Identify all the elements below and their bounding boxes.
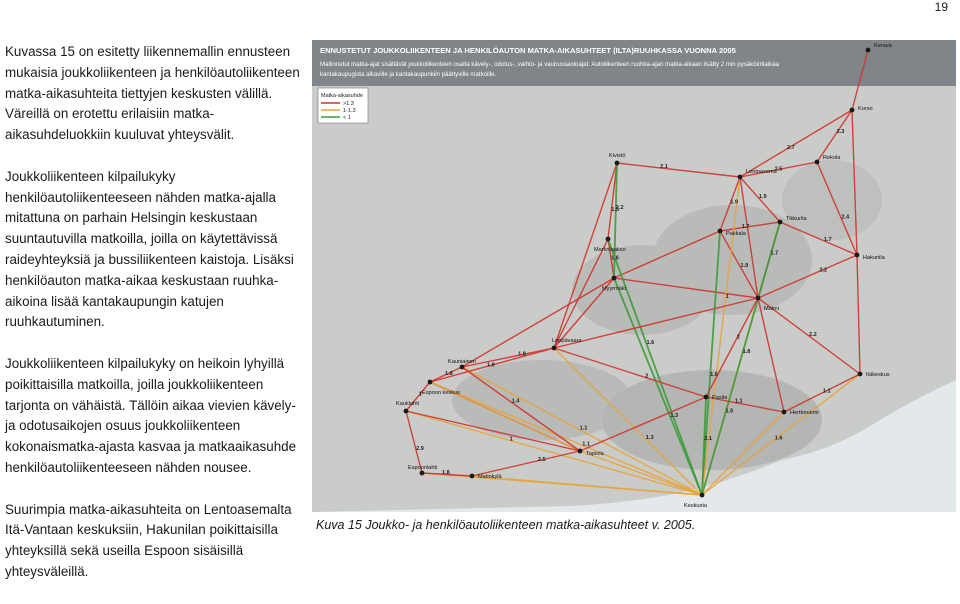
ratio-label: 1.5 — [725, 408, 734, 415]
place-label: Kauniainen — [448, 359, 476, 365]
paragraph-3: Joukkoliikenteen kilpailukyky on heikoin lyhyillä poikittaisilla matkoilla, joilla joukkoliikenteen tarjonta on vähäistä. Tällöin aikaa vievien kävely- ja odotusaikojen osuus joukkoliikenteen kokonaismatka-ajasta kasvaa ja matkaaikasuhde henkilöautoliikenteeseen nähden nousee. — [5, 355, 297, 475]
map-subtitle-line-2: kantakaupugista alkaville ja kantakaupunkiin päättyville matkoille. — [320, 71, 497, 78]
ratio-label: 1.6 — [710, 372, 718, 379]
place-label: Tikkurila — [786, 216, 807, 222]
map-node — [420, 471, 425, 476]
map-node — [782, 410, 787, 415]
ratio-label: 1.7 — [741, 223, 750, 230]
ratio-label: 1.7 — [823, 236, 832, 243]
legend-label-mid: 1-1.3 — [343, 108, 356, 114]
ratio-label: 1.1 — [579, 425, 588, 432]
map-subtitle-line-1: Mallinnetut matka-ajat sisältävät joukkoliikenteen osalta kävely-, odotus-, vaihto- ja vaunussaoloajat. Autoliikenteen ruuhka-ajan matka-aikaan lisätty 2 min pysäköintiaikaa — [320, 61, 779, 68]
ratio-label: 1.9 — [730, 199, 738, 206]
place-label: Kivistö — [609, 153, 626, 159]
place-label: Kerava — [874, 43, 892, 49]
ratio-label: 1.9 — [487, 362, 495, 369]
ratio-label: 1.4 — [511, 398, 520, 405]
place-label: Espoon keskus — [422, 390, 460, 396]
ratio-label: 1.8 — [442, 470, 450, 477]
map-node — [738, 175, 743, 180]
ratio-label: 1.1 — [582, 441, 591, 448]
ratio-label: 1.5 — [611, 206, 620, 213]
map-node — [850, 108, 855, 113]
map-node — [404, 409, 409, 414]
place-label: Espoonlahti — [408, 465, 438, 471]
ratio-label: 1.7 — [770, 250, 779, 257]
place-label: Tapiola — [586, 451, 604, 457]
ratio-label: 1.9 — [740, 263, 749, 270]
map-node — [855, 253, 860, 258]
map-node — [470, 474, 475, 479]
map-node — [578, 449, 583, 454]
ratio-label: 2.3 — [836, 128, 845, 135]
map-node — [756, 296, 761, 301]
ratio-label: 1.6 — [646, 340, 655, 346]
map-node — [718, 229, 723, 234]
place-label: Matinkylä — [478, 474, 502, 480]
place-label: Myyrmäki — [602, 286, 626, 292]
place-label: Martinlaakso — [594, 247, 626, 253]
map-node — [552, 346, 557, 351]
ratio-label: 2.4 — [841, 214, 850, 221]
ratio-label: 1.8 — [742, 349, 751, 355]
ratio-label: 1.1 — [822, 388, 831, 395]
map-node — [428, 380, 433, 385]
map-node — [612, 276, 617, 281]
ratio-label: 2.7 — [787, 144, 795, 151]
ratio-label: 1.3 — [670, 412, 679, 419]
ratio-label: 1.6 — [611, 255, 619, 262]
paragraph-1: Kuvassa 15 on esitetty liikennemallin ennusteen mukaisia joukkoliikenteen ja henkilöautoliikenteen matka-aikasuhteita tiettyjen keskusten välillä. Väreillä on erotettu erilaisiin matka-aikasuhdeluokkiin kuuluvat yhteysvälit. — [5, 44, 300, 143]
map-title: ENNUSTETUT JOUKKOLIIKENTEEN JA HENKILÖAUTON MATKA-AIKASUHTEET (ILTA)RUUHKASSA VUONNA 2005 — [320, 46, 736, 55]
map-node — [815, 160, 820, 165]
travel-time-ratio-map — [312, 40, 956, 512]
place-label: Korso — [858, 106, 873, 112]
place-label: Pasila — [712, 395, 728, 401]
map-node — [858, 372, 863, 377]
ratio-label: 2.2 — [615, 205, 624, 211]
legend-title: Matka-aikasuhde — [321, 93, 363, 99]
map-node — [615, 161, 620, 166]
place-label: Hakunila — [863, 255, 885, 261]
ratio-label: 2.2 — [809, 332, 817, 338]
ratio-label: 2.9 — [416, 446, 424, 453]
place-label: Lentoasema — [746, 169, 777, 175]
map-node — [866, 48, 871, 53]
map-node — [778, 220, 783, 225]
place-label: Malmi — [764, 306, 779, 312]
ratio-label: 2.2 — [819, 267, 828, 274]
ratio-label: 1.3 — [645, 435, 654, 442]
ratio-label: 1.8 — [518, 351, 526, 358]
ratio-label: 1.9 — [758, 194, 767, 201]
page-number: 19 — [934, 0, 948, 14]
ratio-label: 1 — [418, 391, 422, 398]
map-node — [700, 493, 705, 498]
body-text — [5, 42, 301, 604]
ratio-label: 2.1 — [660, 163, 668, 170]
ratio-label: 1.1 — [734, 398, 743, 405]
ratio-label: 1.8 — [445, 370, 453, 377]
map-legend — [318, 88, 368, 123]
place-label: Pakkala — [726, 231, 746, 237]
place-label: Itäkeskus — [866, 372, 890, 378]
ratio-label: 2 — [736, 334, 740, 341]
legend-label-low: < 1 — [343, 115, 351, 121]
figure-caption: Kuva 15 Joukko- ja henkilöautoliikenteen matka-aikasuhteet v. 2005. — [316, 518, 696, 532]
ratio-label: 2.1 — [704, 436, 712, 443]
ratio-label: 1 — [509, 436, 513, 443]
place-label: Leppävaara — [552, 338, 582, 344]
ratio-label: 2 — [645, 373, 649, 380]
map-node — [704, 395, 709, 400]
ratio-label: 1.6 — [774, 435, 783, 442]
paragraph-2: Joukkoliikenteen kilpailukyky henkilöautoliikenteeseen nähden matka-ajalla mitattuna on parhain Helsingin keskustaan suuntautuvilla matkoilla, joilla on käytettävissä raideyhteyksiä ja bussiliikenteen kaistoja. Lisäksi henkilöauton matka-aikaa keskustaan ruuhka-aikoina lisää kantakaupungin katujen ruuhkautuminen. — [5, 168, 294, 330]
place-label: Keskusta — [684, 503, 708, 509]
ratio-label: 1 — [725, 293, 729, 300]
map-node — [460, 365, 465, 370]
place-label: Herttoniemi — [790, 410, 819, 416]
ratio-label: 2.5 — [537, 456, 546, 463]
urban-area — [782, 160, 882, 240]
place-label: Kauklahti — [396, 401, 420, 407]
map-canvas — [312, 40, 956, 512]
paragraph-4: Suurimpia matka-aikasuhteita on Lentoasemalta Itä-Vantaan keskuksiin, Hakunilan poikittaisilla yhteyksillä sekä useilla Espoon sisäisillä yhteysväleillä. — [5, 501, 292, 579]
map-node — [606, 237, 611, 242]
ratio-label: 2.5 — [774, 166, 783, 173]
place-label: Rekola — [823, 155, 841, 161]
legend-label-high: >1.3 — [343, 101, 354, 107]
